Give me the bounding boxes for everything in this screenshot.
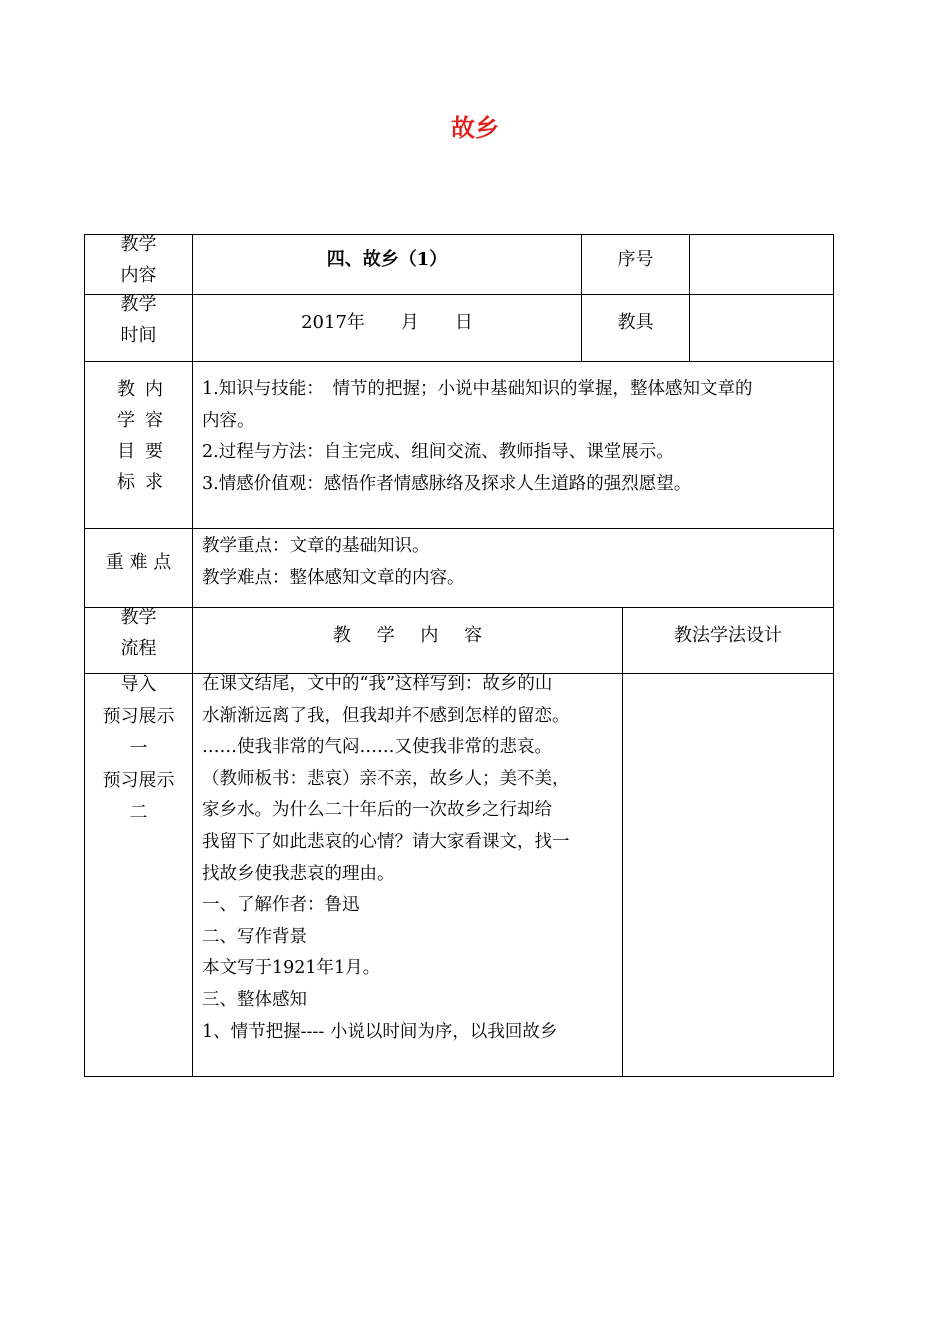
- content-line: 我留下了如此悲哀的心情？请大家看课文，找一: [202, 831, 570, 852]
- process-step: 预习展示: [102, 706, 175, 727]
- content-line: 家乡水。为什么二十年后的一次故乡之行却给: [202, 800, 552, 821]
- header-method-design: 教法学法设计: [674, 625, 782, 646]
- label-char: 学: [117, 410, 135, 431]
- content-line: （教师板书：悲哀）亲不亲，故乡人；美不美，: [202, 768, 570, 789]
- label-line: 教学: [120, 234, 157, 255]
- label-line: 流程: [120, 638, 157, 659]
- label-line: 教学: [120, 607, 157, 628]
- page-title: 故乡: [451, 114, 499, 142]
- content-line: 一、了解作者：鲁迅: [202, 895, 360, 916]
- content-line: 找故乡使我悲哀的理由。: [202, 863, 395, 884]
- content-line: 二、写作背景: [202, 926, 307, 947]
- label-line: 教学: [120, 294, 157, 315]
- label-char: 教: [117, 379, 135, 400]
- teaching-content-body: [202, 669, 620, 1048]
- label-char: 内: [145, 379, 163, 400]
- content-line: 本文写于1921年1月。: [202, 958, 381, 979]
- process-step: 二: [129, 802, 148, 823]
- label-teaching-process: [85, 602, 192, 664]
- label-objectives-col1: [112, 374, 140, 498]
- label-char: 标: [117, 472, 135, 493]
- table-border: [833, 234, 834, 1077]
- objective-line: 2.过程与方法：自主完成、组间交流、教师指导、课堂展示。: [202, 442, 674, 462]
- process-step: 预习展示: [102, 770, 175, 791]
- teaching-objectives: [202, 374, 830, 500]
- process-steps: [85, 669, 192, 829]
- process-step: 一: [129, 738, 148, 759]
- label-line: 时间: [120, 325, 157, 346]
- header-teaching-content: 教 学 内 容: [332, 625, 483, 646]
- label-teaching-aids: 教具: [617, 312, 654, 333]
- objective-line: 3.情感价值观：感悟作者情感脉络及探求人生道路的强烈愿望。: [202, 473, 692, 494]
- label-teaching-time: [85, 289, 192, 351]
- label-objectives-col2: [140, 374, 168, 498]
- table-border: [84, 1076, 834, 1077]
- label-key-difficulties: 重 难 点: [105, 552, 172, 573]
- objective-line: 内容。: [202, 410, 255, 431]
- label-serial-number: 序号: [617, 249, 654, 270]
- label-char: 要: [145, 441, 163, 462]
- method-design-value[interactable]: [623, 674, 833, 1076]
- content-line: 水渐渐远离了我，但我却并不感到怎样的留恋。: [202, 705, 570, 726]
- key-point-line: 教学重点：文章的基础知识。: [202, 536, 430, 556]
- process-step: 导入: [120, 674, 157, 695]
- lesson-title: 四、故乡（1）: [326, 249, 448, 270]
- label-char: 求: [145, 472, 163, 493]
- key-difficulties: [202, 531, 822, 594]
- label-line: 内容: [120, 265, 157, 286]
- difficulty-line: 教学难点：整体感知文章的内容。: [202, 567, 465, 588]
- content-line: ……使我非常的气闷……又使我非常的悲哀。: [202, 737, 552, 758]
- objective-line: 1.知识与技能： 情节的把握；小说中基础知识的掌握，整体感知文章的: [202, 379, 753, 399]
- teaching-aids-value[interactable]: [690, 295, 833, 361]
- table-divider: [84, 361, 834, 362]
- label-teaching-content: [85, 229, 192, 291]
- content-line: 三、整体感知: [202, 989, 307, 1010]
- label-char: 容: [145, 410, 163, 431]
- content-line: 1、情节把握---- 小说以时间为序，以我回故乡: [202, 1021, 558, 1042]
- label-char: 目: [117, 441, 135, 462]
- serial-number-value[interactable]: [690, 235, 833, 294]
- table-divider: [84, 528, 834, 529]
- content-line: 在课文结尾，文中的“我”这样写到：故乡的山: [202, 674, 553, 694]
- teaching-date: 2017年 月 日: [301, 312, 473, 333]
